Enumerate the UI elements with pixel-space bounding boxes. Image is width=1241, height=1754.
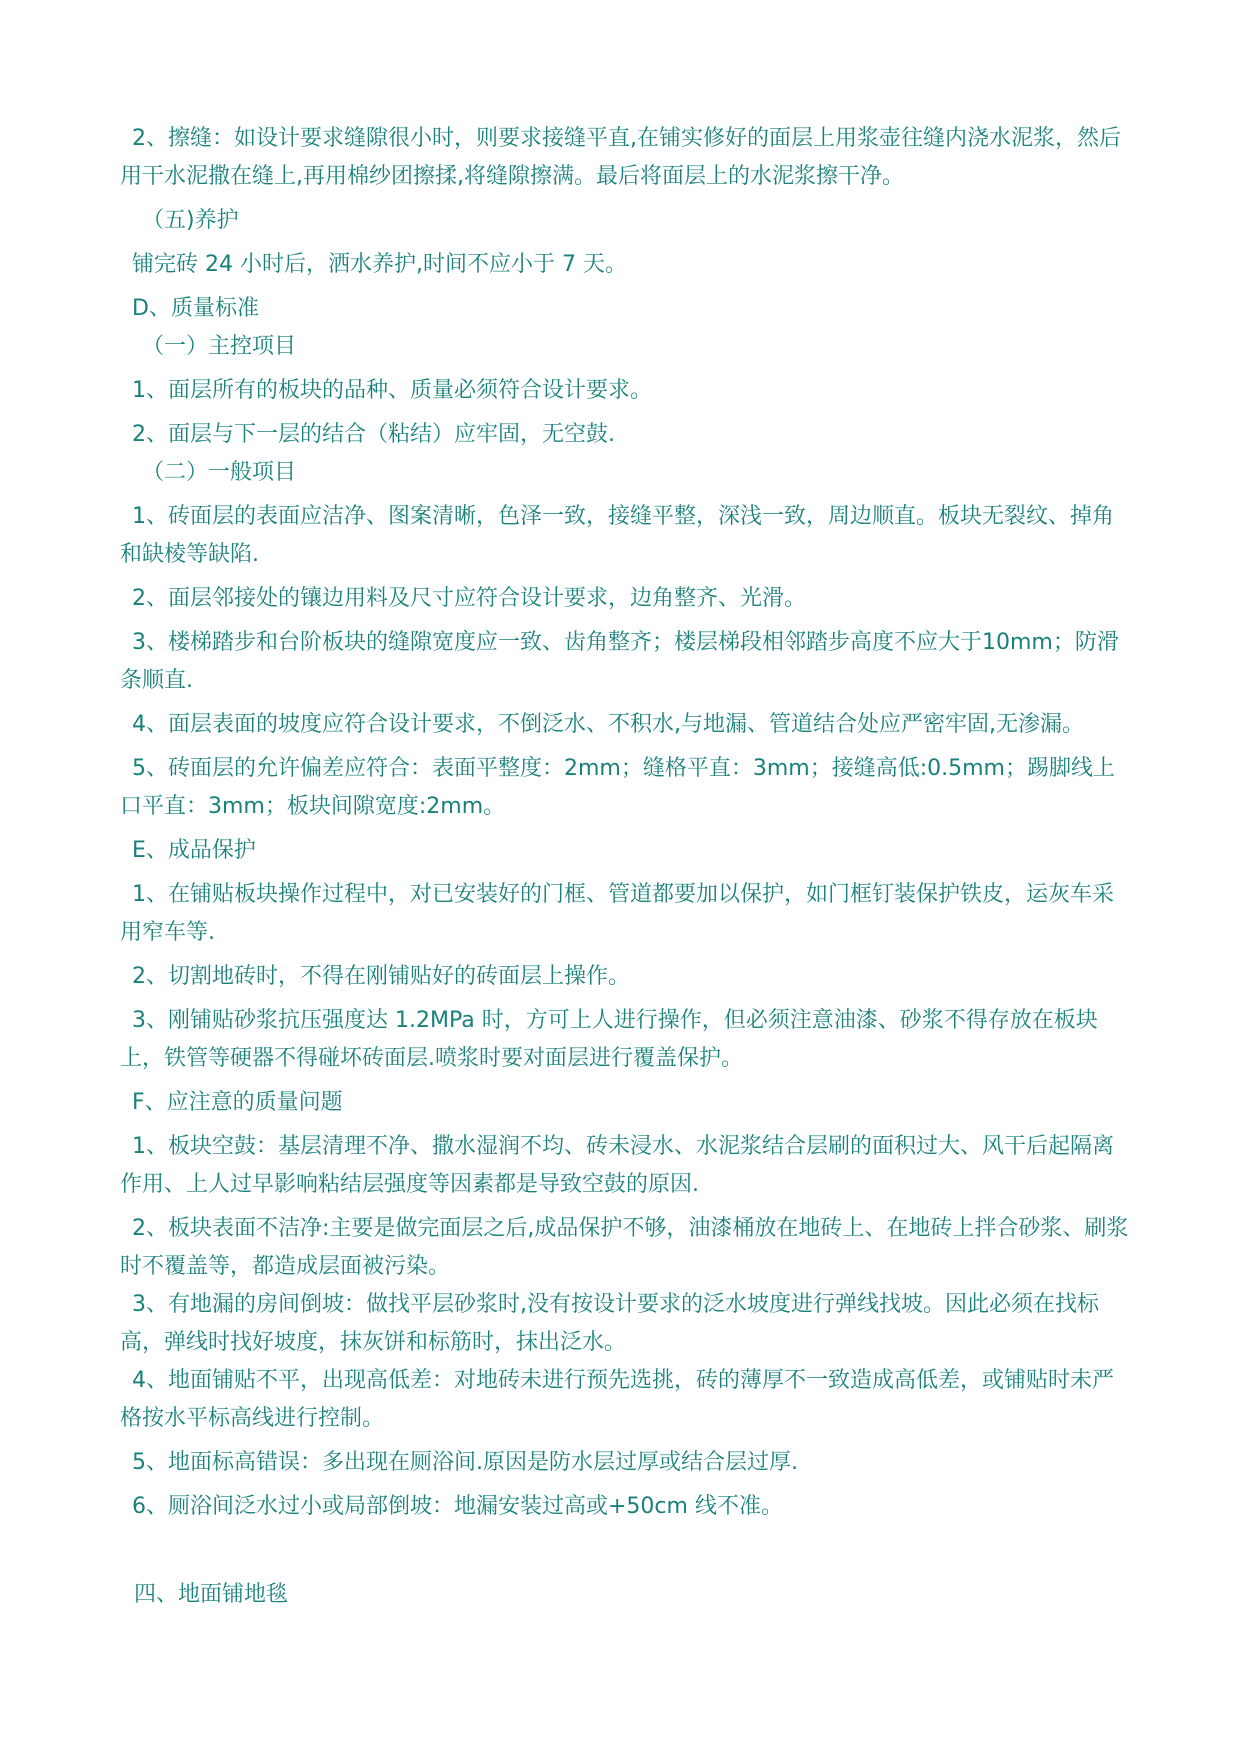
section-heading-product-protection: E、成品保护 [132, 838, 256, 863]
section-heading-quality-issues: F、应注意的质量问题 [132, 1090, 343, 1115]
paragraph-protection-2: 2、切割地砖时，不得在刚铺贴好的砖面层上操作。 [132, 964, 630, 989]
paragraph-general-item-4: 4、面层表面的坡度应符合设计要求，不倒泛水、不积水,与地漏、管道结合处应严密牢固,无渗漏。 [132, 712, 1084, 737]
paragraph-issue-1: 1、板块空鼓：基层清理不净、撒水湿润不均、砖未浸水、水泥浆结合层刷的面积过大、风干后起隔离作用、上人过早影响粘结层强度等因素都是导致空鼓的原因. [120, 1134, 1115, 1197]
paragraph-main-item-1: 1、面层所有的板块的品种、质量必须符合设计要求。 [132, 378, 652, 403]
document-page [120, 120, 1130, 1614]
paragraph-issue-3: 3、有地漏的房间倒坡：做找平层砂浆时,没有按设计要求的泛水坡度进行弹线找坡。因此必须在找标高，弹线时找好坡度，抹灰饼和标筋时，抹出泛水。 [120, 1292, 1099, 1355]
chapter-heading-carpet: 四、地面铺地毯 [134, 1582, 289, 1607]
subheading-curing: （五)养护 [142, 208, 239, 233]
subheading-general-items: （二）一般项目 [142, 460, 297, 485]
paragraph-issue-5: 5、地面标高错误：多出现在厕浴间.原因是防水层过厚或结合层过厚. [132, 1450, 798, 1475]
paragraph-issue-2: 2、板块表面不洁净:主要是做完面层之后,成品保护不够，油漆桶放在地砖上、在地砖上拌合砂浆、刷浆时不覆盖等，都造成层面被污染。 [120, 1216, 1129, 1279]
paragraph-protection-3: 3、刚铺贴砂浆抗压强度达 1.2MPa 时，方可上人进行操作，但必须注意油漆、砂浆不得存放在板块上，铁管等硬器不得碰坏砖面层.喷浆时要对面层进行覆盖保护。 [120, 1008, 1098, 1071]
paragraph-curing: 铺完砖 24 小时后，洒水养护,时间不应小于 7 天。 [132, 252, 627, 277]
paragraph-general-item-3: 3、楼梯踏步和台阶板块的缝隙宽度应一致、齿角整齐；楼层梯段相邻踏步高度不应大于10mm；防滑条顺直. [120, 630, 1119, 693]
paragraph-general-item-1: 1、砖面层的表面应洁净、图案清晰，色泽一致，接缝平整，深浅一致，周边顺直。板块无裂纹、掉角和缺棱等缺陷. [120, 504, 1115, 567]
paragraph-general-item-5: 5、砖面层的允许偏差应符合：表面平整度：2mm；缝格平直：3mm；接缝高低:0.5mm；踢脚线上口平直：3mm；板块间隙宽度:2mm。 [120, 756, 1115, 819]
paragraph-issue-6: 6、厕浴间泛水过小或局部倒坡：地漏安装过高或+50cm 线不准。 [132, 1494, 783, 1519]
paragraph-protection-1: 1、在铺贴板块操作过程中，对已安装好的门框、管道都要加以保护，如门框钉装保护铁皮，运灰车采用窄车等. [120, 882, 1115, 945]
section-heading-quality-standard: D、质量标准 [132, 296, 259, 321]
paragraph-general-item-2: 2、面层邻接处的镶边用料及尺寸应符合设计要求，边角整齐、光滑。 [132, 586, 806, 611]
paragraph-main-item-2: 2、面层与下一层的结合（粘结）应牢固，无空鼓. [132, 422, 615, 447]
subheading-main-control-items: （一）主控项目 [142, 334, 297, 359]
paragraph-grout-wiping: 2、擦缝：如设计要求缝隙很小时，则要求接缝平直,在铺实修好的面层上用浆壶往缝内浇水泥浆，然后用干水泥撒在缝上,再用棉纱团擦揉,将缝隙擦满。最后将面层上的水泥浆擦干净。 [120, 126, 1121, 189]
paragraph-issue-4: 4、地面铺贴不平，出现高低差：对地砖未进行预先选挑，砖的薄厚不一致造成高低差，或铺贴时未严格按水平标高线进行控制。 [120, 1368, 1115, 1431]
